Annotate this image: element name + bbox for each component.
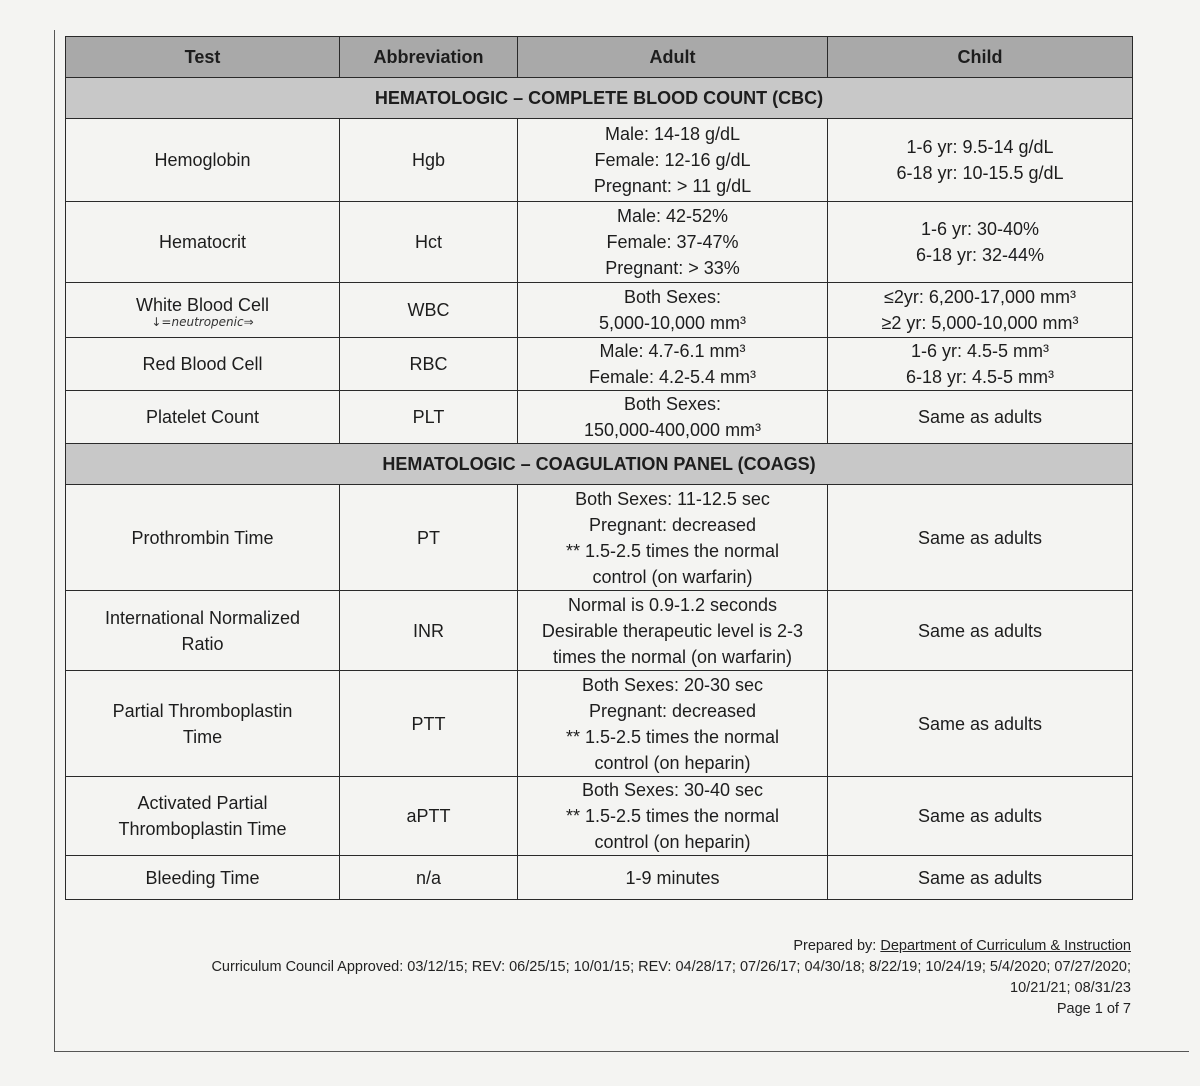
adult-range-cell [518, 338, 828, 391]
section-header-row [66, 444, 1133, 485]
child-range-cell [828, 671, 1133, 777]
child-range-cell [828, 485, 1133, 591]
adult-range-cell-line: Female: 4.2-5.4 mm³ [588, 367, 757, 387]
child-range-cell [828, 338, 1133, 391]
child-range-cell-line: Same as adults [917, 713, 1043, 734]
adult-range-cell-line: Pregnant: decreased [588, 514, 757, 535]
test-name-cell-line: Partial Thromboplastin [112, 700, 293, 721]
adult-range-cell [518, 485, 828, 591]
child-range-cell-line: Same as adults [917, 806, 1043, 826]
adult-range-cell-line: 150,000-400,000 mm³ [583, 420, 762, 440]
table-row [66, 856, 1133, 900]
adult-range-cell-line: Female: 12-16 g/dL [594, 150, 751, 170]
test-name-cell-line: Thromboplastin Time [118, 819, 287, 839]
prepared-by-department: Department of Curriculum & Instruction [880, 938, 1131, 954]
adult-range-cell-line: Male: 42-52% [616, 206, 729, 226]
adult-range-cell-line: Male: 14-18 g/dL [604, 124, 741, 144]
adult-range-cell-line: ** 1.5-2.5 times the normal [565, 726, 780, 747]
abbreviation-cell: n/a [340, 856, 518, 900]
prepared-by-line [211, 936, 1131, 957]
approval-line-2: 10/21/21; 08/31/23 [1010, 980, 1131, 996]
child-range-cell-line: Same as adults [917, 620, 1043, 641]
child-range-cell [828, 856, 1133, 900]
child-range-cell-line: 1-6 yr: 4.5-5 mm³ [910, 341, 1050, 361]
test-name-cell-line: Platelet Count [145, 407, 260, 427]
adult-range-cell-line: ** 1.5-2.5 times the normal [565, 540, 780, 561]
child-range-cell [828, 777, 1133, 856]
child-range-cell-line: Same as adults [917, 407, 1043, 427]
test-name-cell [66, 777, 340, 856]
table-row [66, 283, 1133, 338]
section-header-row [66, 78, 1133, 119]
test-name-cell-line: Red Blood Cell [142, 354, 263, 374]
test-name-cell [66, 338, 340, 391]
page-border-left [54, 30, 55, 1052]
lab-values-table [65, 36, 1133, 900]
adult-range-cell [518, 671, 828, 777]
adult-range-cell [518, 591, 828, 671]
test-name-cell [66, 591, 340, 671]
child-range-cell [828, 202, 1133, 283]
test-name-cell-line: Bleeding Time [145, 867, 260, 888]
abbreviation-cell: PLT [340, 391, 518, 444]
adult-range-cell-line: Both Sexes: [623, 287, 722, 307]
adult-range-cell-line: Desirable therapeutic level is 2-3 [541, 620, 804, 641]
page-border-bottom [54, 1051, 1189, 1052]
approval-line-1: Curriculum Council Approved: 03/12/15; REV: 06/25/15; 10/01/15; REV: 04/28/17; 07/26/17; 04/30/18; 8/22/19; 10/24/19; 5/4/2020; 07/27/2020; [211, 959, 1131, 975]
adult-range-cell-line: Both Sexes: 30-40 sec [581, 780, 764, 800]
adult-range-cell-line: Male: 4.7-6.1 mm³ [599, 341, 746, 361]
child-range-cell [828, 283, 1133, 338]
test-name-cell [66, 671, 340, 777]
adult-range-cell-line: 1-9 minutes [625, 867, 720, 888]
adult-range-cell-line: Pregnant: decreased [588, 700, 757, 721]
test-name-cell-line: International Normalized [104, 607, 301, 628]
table-row [66, 485, 1133, 591]
adult-range-cell [518, 856, 828, 900]
adult-range-cell-line: Pregnant: > 33% [605, 258, 740, 278]
child-range-cell-line: ≤2yr: 6,200-17,000 mm³ [884, 287, 1076, 307]
child-range-cell [828, 591, 1133, 671]
adult-range-cell [518, 391, 828, 444]
adult-range-cell [518, 777, 828, 856]
table-row [66, 338, 1133, 391]
table-row [66, 777, 1133, 856]
section-title: HEMATOLOGIC – COMPLETE BLOOD COUNT (CBC) [66, 78, 1133, 119]
test-name-cell-line: Hematocrit [158, 232, 247, 252]
header-abbreviation: Abbreviation [340, 37, 518, 78]
abbreviation-cell: PT [340, 485, 518, 591]
abbreviation-cell: aPTT [340, 777, 518, 856]
child-range-cell-line: 6-18 yr: 4.5-5 mm³ [905, 367, 1055, 387]
table-body [66, 78, 1133, 900]
test-name-cell [66, 485, 340, 591]
adult-range-cell [518, 202, 828, 283]
adult-range-cell [518, 119, 828, 202]
test-name-cell [66, 283, 340, 338]
test-name-cell-line: Activated Partial [137, 793, 268, 813]
table-row [66, 391, 1133, 444]
abbreviation-cell: Hgb [340, 119, 518, 202]
adult-range-cell-line: Female: 37-47% [606, 232, 739, 252]
child-range-cell-line: 1-6 yr: 30-40% [920, 219, 1040, 239]
test-name-cell-line: Hemoglobin [154, 150, 251, 170]
child-range-cell-line: Same as adults [917, 527, 1043, 548]
abbreviation-cell: Hct [340, 202, 518, 283]
header-child: Child [828, 37, 1133, 78]
test-name-cell-line: Time [182, 726, 223, 747]
handwritten-note: ↓=neutropenic⇒ [151, 315, 254, 329]
test-name-cell-line: White Blood Cell [135, 295, 270, 315]
abbreviation-cell: PTT [340, 671, 518, 777]
footer [211, 936, 1131, 1020]
child-range-cell-line: 6-18 yr: 10-15.5 g/dL [896, 163, 1064, 183]
adult-range-cell-line: 5,000-10,000 mm³ [598, 313, 747, 333]
abbreviation-cell: RBC [340, 338, 518, 391]
child-range-cell-line: Same as adults [917, 867, 1043, 888]
table-row [66, 202, 1133, 283]
child-range-cell-line: 6-18 yr: 32-44% [915, 245, 1045, 265]
adult-range-cell-line: Both Sexes: 11-12.5 sec [575, 488, 770, 509]
table-row [66, 591, 1133, 671]
page-number: Page 1 of 7 [1056, 1001, 1131, 1017]
adult-range-cell-line: ** 1.5-2.5 times the normal [565, 806, 780, 826]
adult-range-cell-line: Both Sexes: 20-30 sec [581, 674, 764, 695]
abbreviation-cell: WBC [340, 283, 518, 338]
header-row [66, 37, 1133, 78]
section-title: HEMATOLOGIC – COAGULATION PANEL (COAGS) [66, 444, 1133, 485]
child-range-cell-line: ≥2 yr: 5,000-10,000 mm³ [881, 313, 1079, 333]
test-name-cell [66, 202, 340, 283]
test-name-cell [66, 856, 340, 900]
adult-range-cell-line: Both Sexes: [623, 394, 722, 414]
adult-range-cell-line: control (on heparin) [594, 752, 751, 773]
header-adult: Adult [518, 37, 828, 78]
prepared-by-label: Prepared by: [793, 938, 881, 954]
test-name-cell-line: Prothrombin Time [131, 527, 274, 548]
header-test: Test [66, 37, 340, 78]
adult-range-cell-line: Normal is 0.9-1.2 seconds [567, 594, 778, 615]
abbreviation-cell: INR [340, 591, 518, 671]
child-range-cell [828, 119, 1133, 202]
test-name-cell [66, 119, 340, 202]
table-row [66, 671, 1133, 777]
test-name-cell-line: Ratio [181, 633, 224, 654]
child-range-cell [828, 391, 1133, 444]
adult-range-cell [518, 283, 828, 338]
table-row [66, 119, 1133, 202]
adult-range-cell-line: times the normal (on warfarin) [552, 646, 793, 667]
adult-range-cell-line: control (on warfarin) [592, 566, 753, 587]
child-range-cell-line: 1-6 yr: 9.5-14 g/dL [906, 137, 1054, 157]
test-name-cell [66, 391, 340, 444]
adult-range-cell-line: Pregnant: > 11 g/dL [593, 176, 752, 196]
adult-range-cell-line: control (on heparin) [594, 832, 751, 852]
